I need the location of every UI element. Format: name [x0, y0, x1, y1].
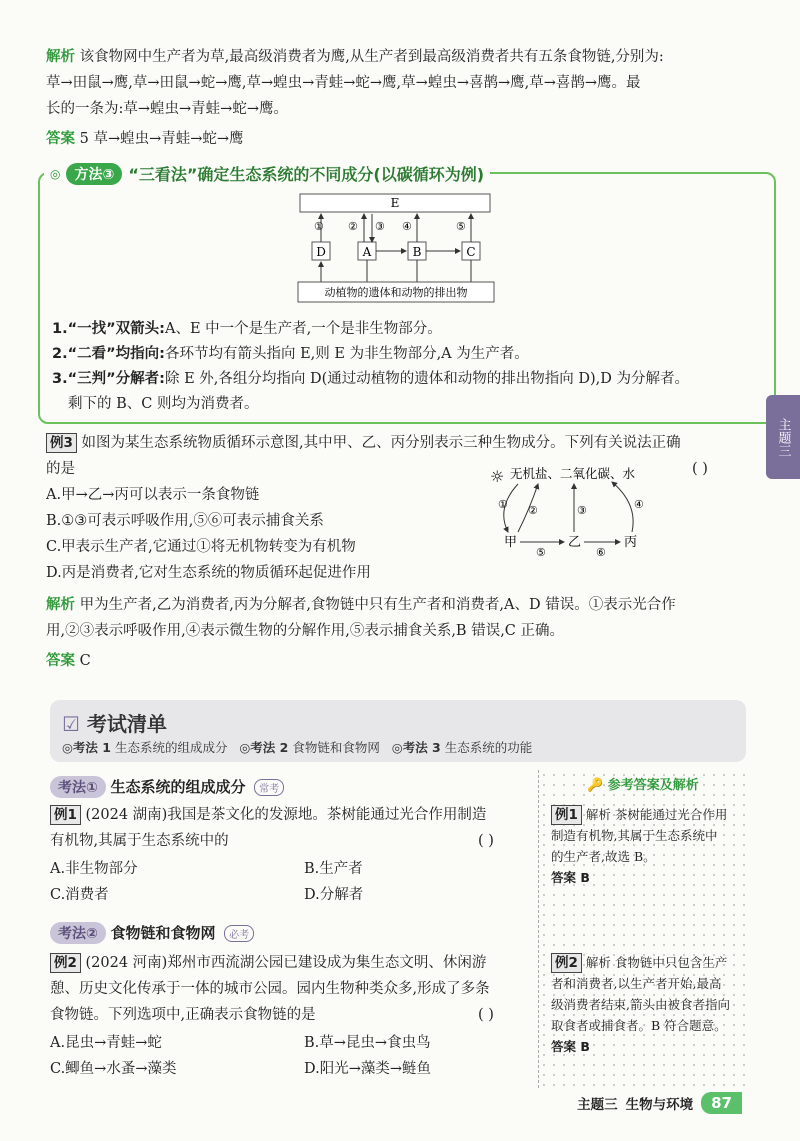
kaofa2-header: 考法② 食物链和食物网 必考: [50, 922, 254, 944]
label-n3: ③: [375, 220, 385, 233]
ex2-option-b[interactable]: B.草→昆虫→食虫鸟: [304, 1035, 431, 1051]
label-n5: ⑤: [456, 220, 466, 233]
label-B: B: [412, 245, 422, 259]
label-n2: ②: [528, 504, 538, 517]
side-tab-topic[interactable]: 主题三: [766, 395, 800, 479]
method-point-3: 3.“三判”分解者:除 E 外,各组分均指向 D(通过动植物的遗体和动物的排出物指向 D),D 为分解者。: [52, 371, 690, 387]
exam-list-items: ◎考法 1 生态系统的组成成分 ◎考法 2 食物链和食物网 ◎考法 3 生态系统的功能: [62, 740, 533, 755]
method-point-2: 2.“二看”均指向:各环节均有箭头指向 E,则 E 为非生物部分,A 为生产者。: [52, 346, 529, 362]
answer-1: 例1 解析 茶树能通过光合作用 制造有机物,其属于生态系统中 的生产者,故选 B。 答案 B: [551, 807, 728, 885]
label-n1: ①: [314, 220, 324, 233]
label-yi: 乙: [568, 535, 582, 550]
ex1-paren: ( ): [478, 833, 494, 849]
ex3-stem-line1: 例3 如图为某生态系统物质循环示意图,其中甲、乙、丙分别表示三种生物成分。下列有关说法正确: [46, 432, 681, 454]
method-header: [44, 162, 490, 185]
label-n5: ⑤: [536, 546, 546, 558]
label-remains: 动植物的遗体和动物的排出物: [324, 286, 468, 299]
answer-header: 🔑 参考答案及解析: [587, 778, 699, 793]
ex3-option-d[interactable]: D.丙是消费者,它对生态系统的物质循环起促进作用: [46, 565, 371, 581]
top-analysis-line3: 长的一条为:草→蝗虫→青蛙→蛇→鹰。: [46, 101, 288, 117]
ex3-answer: 答案 C: [46, 653, 91, 669]
carbon-cycle-diagram: [280, 190, 520, 310]
ex2-stem-line1: 例2 (2024 河南)郑州市西流湖公园已建设成为集生态文明、休闲游: [50, 952, 486, 974]
label-jia: 甲: [504, 535, 518, 550]
label-n2: ②: [348, 220, 358, 233]
ex3-option-b[interactable]: B.①③可表示呼吸作用,⑤⑥可表示捕食关系: [46, 513, 324, 529]
ex3-analysis-line2: 用,②③表示呼吸作用,④表示微生物的分解作用,⑤表示捕食关系,B 错误,C 正确。: [46, 623, 565, 639]
ex1-stem-line1: 例1 (2024 湖南)我国是茶文化的发源地。茶树能通过光合作用制造: [50, 804, 486, 826]
top-answer: 答案 5 草→蝗虫→青蛙→蛇→鹰: [46, 131, 244, 147]
ex2-option-c[interactable]: C.鲫鱼→水蚤→藻类: [50, 1061, 177, 1077]
ex2-option-d[interactable]: D.阳光→藻类→鲢鱼: [304, 1061, 432, 1077]
method-point-1: 1.“一找”双箭头:A、E 中一个是生产者,一个是非生物部分。: [52, 321, 442, 337]
ex1-option-a[interactable]: A.非生物部分: [50, 861, 138, 877]
label-bing: 丙: [624, 535, 638, 550]
ex3-analysis-line1: 解析 甲为生产者,乙为消费者,丙为分解者,食物链中只有生产者和消费者,A、D 错误。①表示光合作: [46, 597, 676, 613]
ex3-paren: ( ): [692, 461, 708, 477]
label-top: 无机盐、二氧化碳、水: [510, 466, 636, 481]
answer-column: [538, 770, 751, 1088]
method-tag: 方法③: [66, 163, 122, 185]
ex3-option-a[interactable]: A.甲→乙→丙可以表示一条食物链: [46, 487, 260, 503]
footer: 主题三 生物与环境 87: [577, 1092, 742, 1114]
page-number: 87: [701, 1092, 742, 1114]
ex2-option-a[interactable]: A.昆虫→青蛙→蛇: [50, 1035, 162, 1051]
sun-icon: ☼: [490, 467, 505, 486]
top-analysis-line2: 草→田鼠→鹰,草→田鼠→蛇→鹰,草→蝗虫→青蛙→蛇→鹰,草→蝗虫→喜鹊→鹰,草→喜鹊→鹰。最: [46, 75, 641, 91]
label-D: D: [316, 245, 326, 259]
label-n4: ④: [634, 498, 644, 511]
label-n4: ④: [402, 220, 412, 233]
label-E: E: [390, 196, 400, 210]
ex2-stem-line2: 憩、历史文化传承于一体的城市公园。园内生物种类众多,形成了多条: [50, 981, 490, 997]
label-n3: ③: [577, 504, 587, 517]
ex2-paren: ( ): [478, 1007, 494, 1023]
analysis-tag: 解析: [46, 49, 75, 65]
ex1-option-d[interactable]: D.分解者: [304, 887, 364, 903]
top-analysis-line1: 解析 该食物网中生产者为草,最高级消费者为鹰,从生产者到最高级消费者共有五条食物链,分别为:: [46, 49, 664, 65]
checkbox-icon: ☑: [62, 712, 80, 736]
ex1-option-b[interactable]: B.生产者: [304, 861, 363, 877]
label-C: C: [466, 245, 476, 259]
label-A: A: [362, 245, 372, 259]
arrow-4: [612, 482, 633, 532]
ex3-option-c[interactable]: C.甲表示生产者,它通过①将无机物转变为有机物: [46, 539, 356, 555]
method-title: “三看法”确定生态系统的不同成分(以碳循环为例): [128, 165, 485, 184]
label-n1: ①: [498, 498, 508, 511]
ex2-stem-line3: 食物链。下列选项中,正确表示食物链的是: [50, 1007, 316, 1023]
method-point-3-cont: 剩下的 B、C 则均为消费者。: [68, 396, 259, 412]
key-icon: 🔑: [587, 778, 604, 793]
ex3-tag: 例3: [46, 433, 77, 453]
target-icon: ◎: [50, 166, 61, 181]
ex1-option-c[interactable]: C.消费者: [50, 887, 109, 903]
ex3-stem-line2: 的是: [46, 461, 75, 477]
answer-2: 例2 解析 食物链中只包含生产 者和消费者,以生产者开始,最高 级消费者结束,箭头由被食者指向 取食者或捕食者。B 符合题意。 答案 B: [551, 955, 730, 1054]
exam-list-title: ☑ 考试清单: [62, 712, 167, 736]
material-cycle-diagram: [488, 458, 668, 558]
label-n6: ⑥: [596, 546, 606, 558]
kaofa1-header: 考法① 生态系统的组成成分 常考: [50, 776, 284, 798]
ex1-stem-line2: 有机物,其属于生态系统中的: [50, 833, 229, 849]
